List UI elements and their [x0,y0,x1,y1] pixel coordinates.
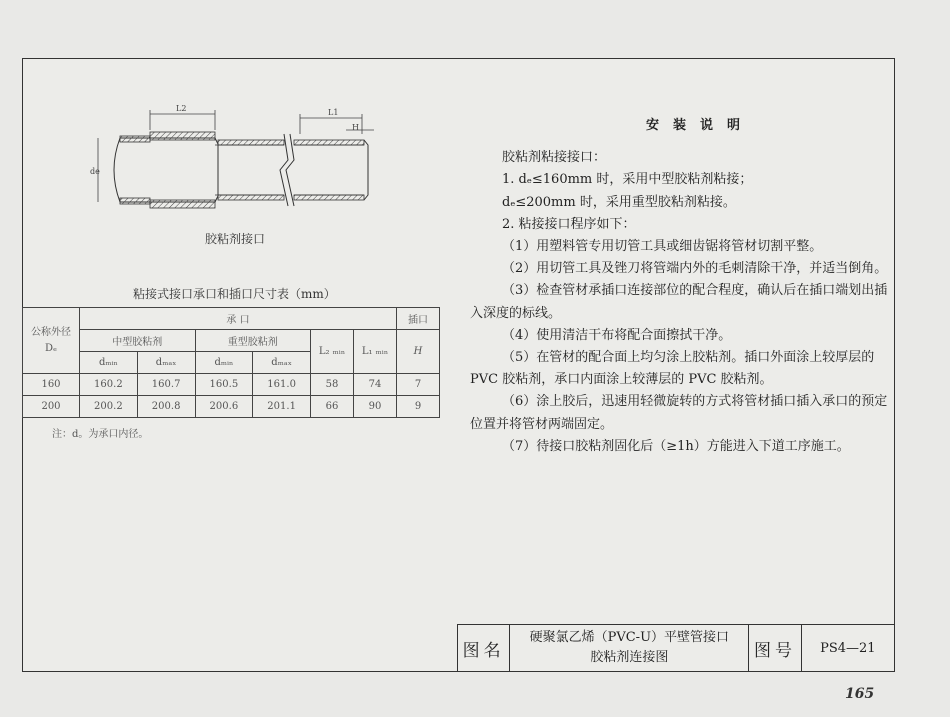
header-socket: 承 口 [80,308,397,330]
drawing-name-label: 图名 [458,625,510,672]
notes-line: dₑ≤200mm 时，采用重型胶粘剂粘接。 [502,194,736,210]
dimension-table [22,307,440,418]
notes-line: （7）待接口胶粘剂固化后（≥1h）方能进入下道工序施工。 [502,438,850,454]
header-l2min: L₂ ₘᵢₙ [311,330,354,374]
table-row: 200 200.2 200.8 200.6 201.1 66 90 9 [23,396,440,418]
h-label: H [352,123,359,132]
drawing-number: PS4—21 [801,625,894,672]
header-outer-diameter: 公称外径 Dₑ [23,308,80,374]
pipe-joint-diagram [90,100,390,220]
installation-notes [470,115,890,458]
notes-line: 1. dₑ≤160mm 时，采用中型胶粘剂粘接； [502,172,753,188]
header-medium-glue: 中型胶粘剂 [80,330,196,352]
pipe-joint-drawing [90,100,390,220]
header-medium-dmin: dₘᵢₙ [80,352,138,374]
notes-line: （5）在管材的配合面上均匀涂上胶粘剂。插口外面涂上较厚层的 PVC 胶粘剂，承口内面涂上较薄层的 PVC 胶粘剂。 [470,350,875,388]
notes-title: 安装说明 [645,118,754,133]
de-label: de [90,167,100,176]
header-medium-dmax: dₘₐₓ [137,352,195,374]
notes-line: 胶粘剂粘接接口： [502,150,607,166]
header-l1min: L₁ ₘᵢₙ [354,330,397,374]
notes-line: 2. 粘接接口程序如下： [502,216,636,232]
header-heavy-dmin: dₘᵢₙ [195,352,253,374]
table-title: 粘接式接口承口和插口尺寸表（mm） [133,287,336,301]
l1-label: L1 [328,108,339,117]
l2-label: L2 [176,104,187,113]
notes-line: （1）用塑料管专用切管工具或细齿锯将管材切割平整。 [502,239,823,255]
drawing-name: 硬聚氯乙烯（PVC-U）平壁管接口 胶粘剂连接图 [510,625,749,672]
header-heavy-glue: 重型胶粘剂 [195,330,311,352]
notes-line: （6）涂上胶后，迅速用轻微旋转的方式将管材插口插入承口的预定位置并将管材两端固定。 [470,394,888,432]
page-number: 165 [845,686,875,702]
header-h: H [397,330,440,374]
notes-line: （4）使用清洁干布将配合面擦拭干净。 [502,327,732,343]
table-row: 160 160.2 160.7 160.5 161.0 58 74 7 [23,374,440,396]
title-block [457,624,895,672]
header-spigot: 插口 [397,308,440,330]
diagram-caption: 胶粘剂接口 [205,232,266,246]
header-heavy-dmax: dₘₐₓ [253,352,311,374]
table-note: 注：d。为承口内径。 [52,429,149,440]
drawing-number-label: 图号 [749,625,801,672]
notes-line: （3）检查管材承插口连接部位的配合程度，确认后在插口端划出插入深度的标线。 [470,283,888,321]
notes-line: （2）用切管工具及锉刀将管端内外的毛刺清除干净，并适当倒角。 [502,261,888,277]
